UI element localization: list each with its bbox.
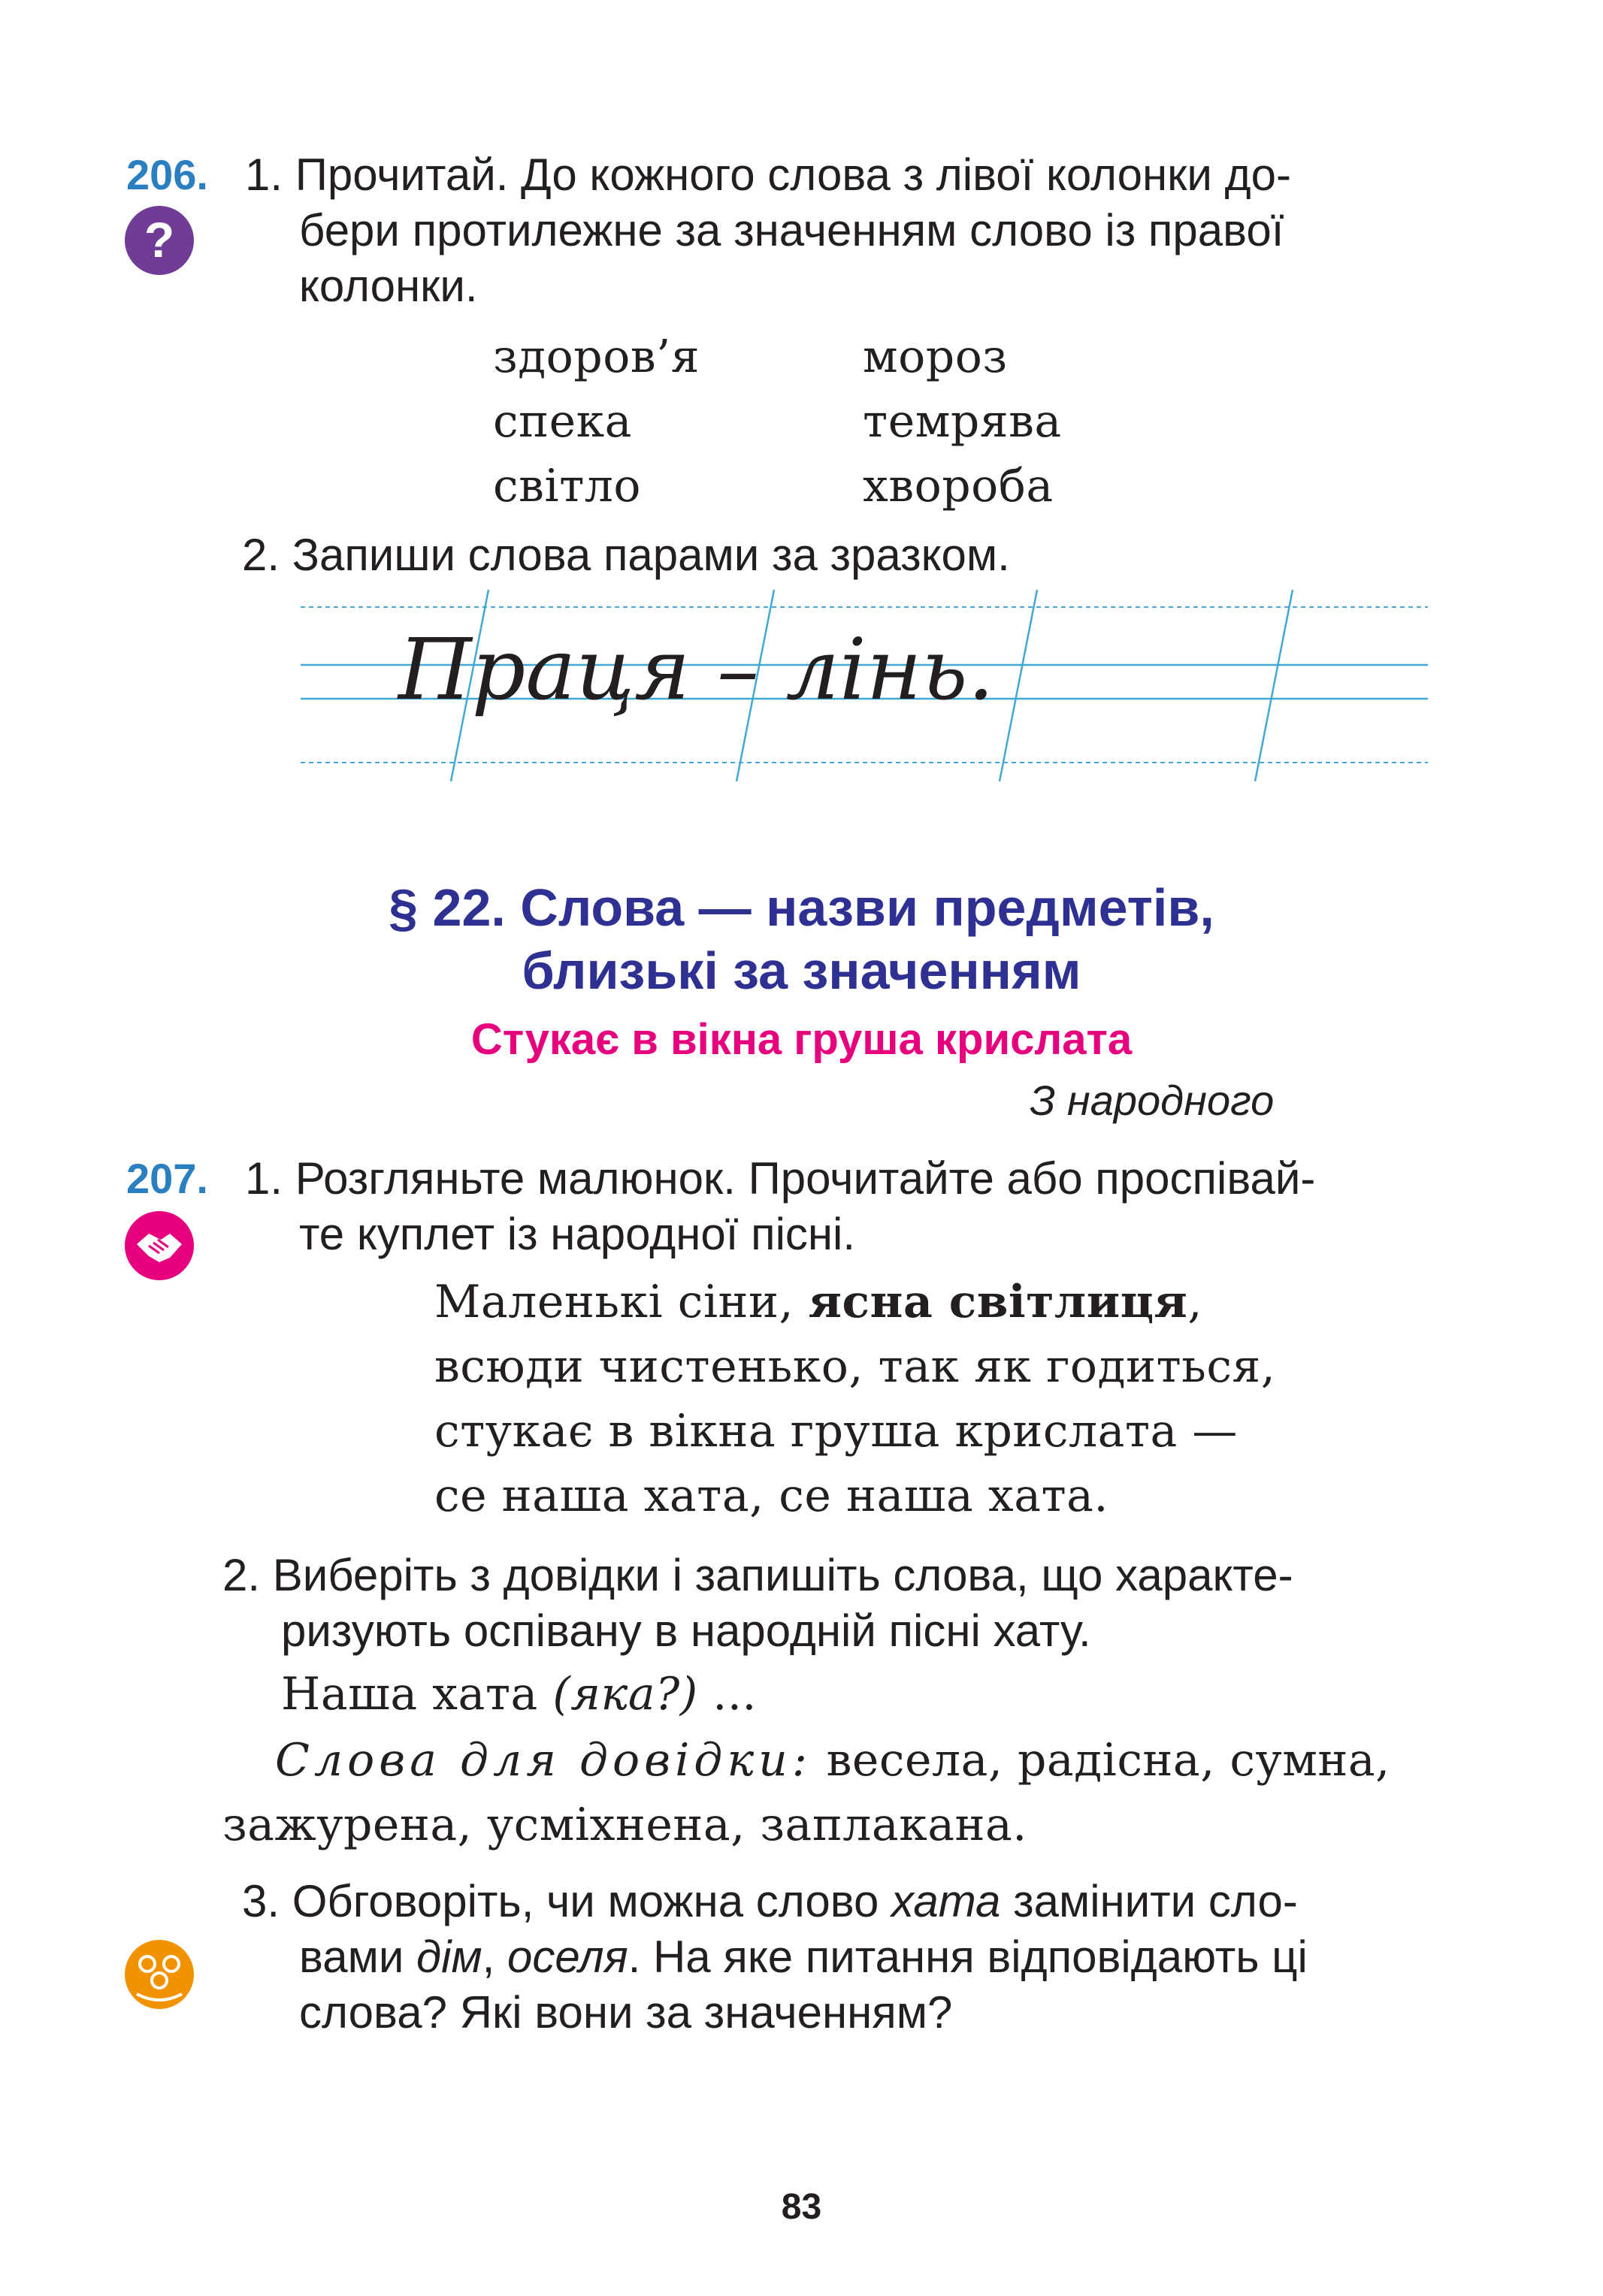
handshake-icon [123, 1210, 195, 1282]
right-word-3: хвороба [863, 460, 1054, 512]
right-word-1: мороз [863, 331, 1008, 383]
poem-line-1-start: Маленькі сіни, [434, 1276, 809, 1328]
help-words-part1: весела, радісна, сумна, [812, 1734, 1390, 1787]
exercise-206-number: 206. [126, 151, 208, 198]
left-word-3: світло [493, 460, 642, 512]
help-words-line2: зажурена, усміхнена, заплакана. [222, 1799, 1027, 1851]
exercise-206-task1-line2: бери протилежне за значенням слово із правої [299, 205, 1284, 255]
task3-l2-a: вами [299, 1932, 417, 1982]
right-word-2: темрява [863, 395, 1062, 448]
exercise-207-task2-line2: ризують оспівану в народній пісні хату. [281, 1606, 1091, 1656]
question-icon [123, 204, 195, 276]
task3-l2-b: дім [416, 1932, 482, 1982]
answer-prompt-start: Наша хата [281, 1668, 553, 1720]
answer-prompt-question: (яка?) [552, 1668, 698, 1720]
handwritten-sample: Праця – лінь. [398, 621, 995, 719]
task3-l2-c: , [482, 1932, 507, 1982]
exercise-207-task3-line3: слова? Які вони за значенням? [299, 1987, 953, 2038]
exercise-207-task3-line1 [242, 1874, 1298, 1929]
task3-l2-e: . На яке питання відповідають ці [628, 1932, 1308, 1982]
left-word-2: спека [493, 395, 632, 448]
handwriting-lines [301, 586, 1428, 781]
poem-line-3: стукає в вікна груша крислата — [434, 1405, 1238, 1458]
poem-line-1-end: , [1187, 1276, 1202, 1328]
poem-line-2: всюди чистенько, так як годиться, [434, 1340, 1276, 1393]
group-discussion-icon [123, 1938, 195, 2011]
exercise-206-task1-line3: колонки. [299, 261, 478, 311]
page-number: 83 [781, 2187, 822, 2227]
answer-prompt-end: ... [697, 1668, 757, 1720]
poem-line-4: се наша хата, се наша хата. [434, 1470, 1109, 1522]
section-subtitle: Стукає в вікна груша крислата [470, 1015, 1133, 1064]
exercise-206-task2: 2. Запиши слова парами за зразком. [242, 530, 1010, 580]
exercise-207-number: 207. [126, 1155, 208, 1202]
section-title-line2: близькі за значенням [522, 941, 1081, 1000]
exercise-207-task1-line1: 1. Розгляньте малюнок. Прочитайте або проспівай- [245, 1153, 1316, 1204]
section-title-line1: § 22. Слова — назви предметів, [389, 878, 1214, 937]
help-label: Слова для довідки: [275, 1734, 812, 1787]
task3-l1-b: хата [891, 1876, 1001, 1926]
exercise-206-task1-line1: 1. Прочитай. До кожного слова з лівої колонки до- [245, 150, 1291, 200]
svg-text:?: ? [144, 212, 175, 267]
exercise-207-task3-line2 [299, 1929, 1308, 1985]
exercise-207-task2-line1: 2. Виберіть з довідки і запишіть слова, що характе- [222, 1550, 1293, 1600]
task3-l1-a: 3. Обговоріть, чи можна слово [242, 1876, 892, 1926]
section-source: З народного [1030, 1077, 1275, 1124]
task3-l2-d: оселя [507, 1932, 628, 1982]
answer-prompt [281, 1662, 757, 1727]
poem-line-1-bold: ясна світлиця [808, 1276, 1188, 1328]
exercise-207-task1-line2: те куплет із народної пісні. [299, 1209, 856, 1259]
left-word-1: здоров’я [493, 331, 700, 383]
help-words-line1 [275, 1728, 1390, 1793]
poem-line-1 [434, 1270, 1202, 1334]
task3-l1-c: замінити сло- [1000, 1876, 1298, 1926]
